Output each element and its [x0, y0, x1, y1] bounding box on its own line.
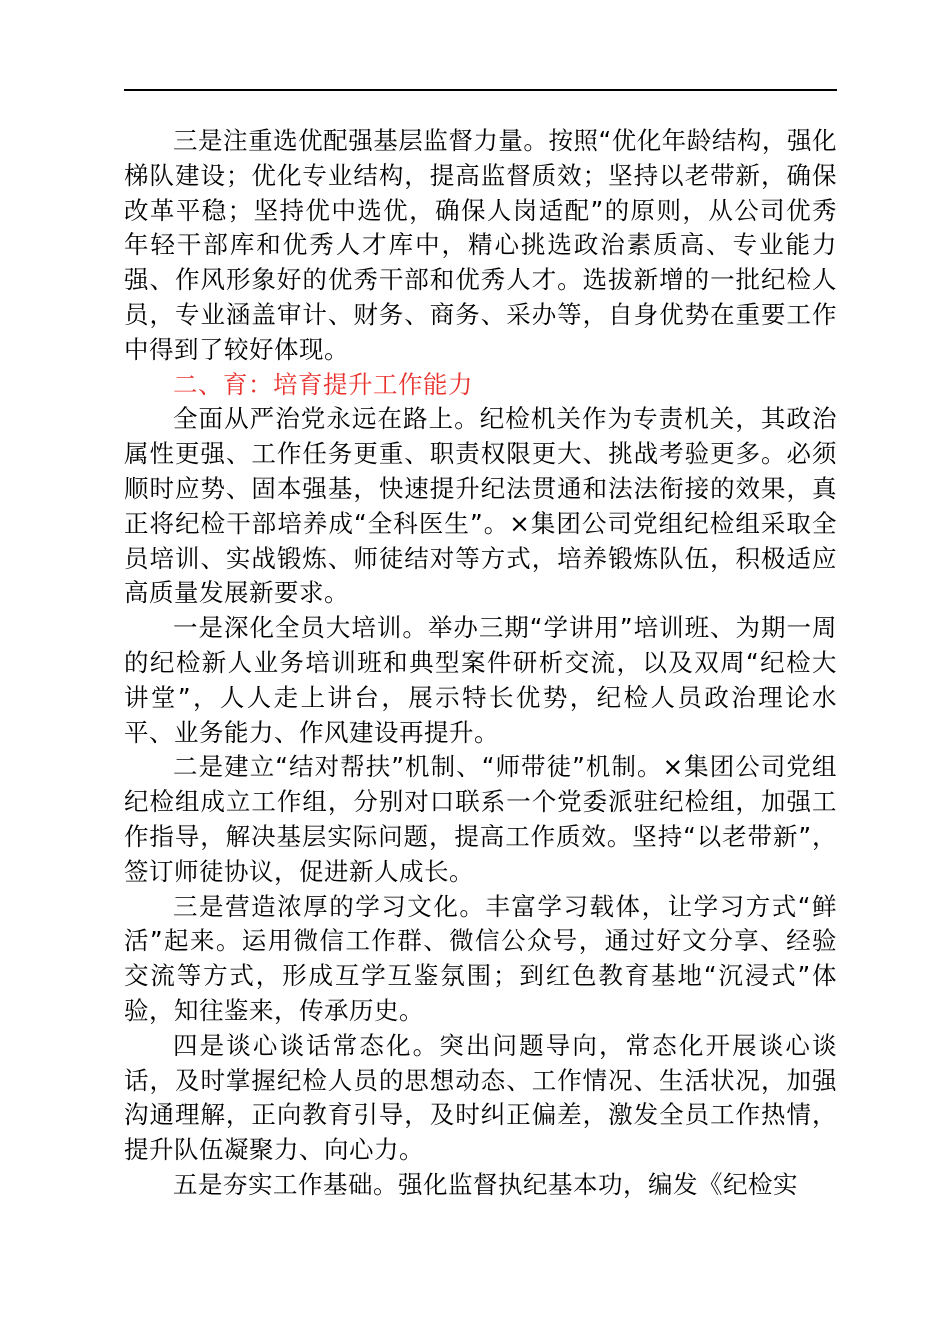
- paragraph: 三是营造浓厚的学习文化。丰富学习载体，让学习方式“鲜活”起来。运用微信工作群、微信公众号，通过好文分享、经验交流等方式，形成互学互鉴氛围；到红色教育基地“沉浸式”体验，知往鉴来，传承历史。: [124, 891, 837, 1025]
- paragraph: 四是谈心谈话常态化。突出问题导向，常态化开展谈心谈话，及时掌握纪检人员的思想动态、工作情况、生活状况，加强沟通理解，正向教育引导，及时纠正偏差，激发全员工作热情，提升队伍凝聚力、向心力。: [124, 1030, 837, 1165]
- body-text: [124, 124, 837, 1203]
- paragraph: 五是夯实工作基础。强化监督执纪基本功，编发《纪检实: [173, 1169, 798, 1199]
- section-heading: 二、育：培育提升工作能力: [173, 369, 473, 399]
- header-rule: [124, 89, 837, 91]
- paragraph: 全面从严治党永远在路上。纪检机关作为专责机关，其政治属性更强、工作任务更重、职责权限更大、挑战考验更多。必须顺时应势、固本强基，快速提升纪法贯通和法法衔接的效果，真正将纪检干部培养成“全科医生”。×集团公司党组纪检组采取全员培训、实战锻炼、师徒结对等方式，培养锻炼队伍，积极适应高质量发展新要求。: [124, 404, 837, 608]
- paragraph: 三是注重选优配强基层监督力量。按照“优化年龄结构，强化梯队建设；优化专业结构，提高监督质效；坚持以老带新，确保改革平稳；坚持优中选优，确保人岗适配”的原则，从公司优秀年轻干部库和优秀人才库中，精心挑选政治素质高、专业能力强、作风形象好的优秀干部和优秀人才。选拔新增的一批纪检人员，专业涵盖审计、财务、商务、采办等，自身优势在重要工作中得到了较好体现。: [124, 126, 837, 364]
- paragraph: 二是建立“结对帮扶”机制、“师带徒”机制。×集团公司党组纪检组成立工作组，分别对口联系一个党委派驻纪检组，加强工作指导，解决基层实际问题，提高工作质效。坚持“以老带新”，签订师徒协议，促进新人成长。: [124, 752, 837, 886]
- paragraph: 一是深化全员大培训。举办三期“学讲用”培训班、为期一周的纪检新人业务培训班和典型案件研析交流，以及双周“纪检大讲堂”，人人走上讲台，展示特长优势，纪检人员政治理论水平、业务能力、作风建设再提升。: [124, 613, 837, 747]
